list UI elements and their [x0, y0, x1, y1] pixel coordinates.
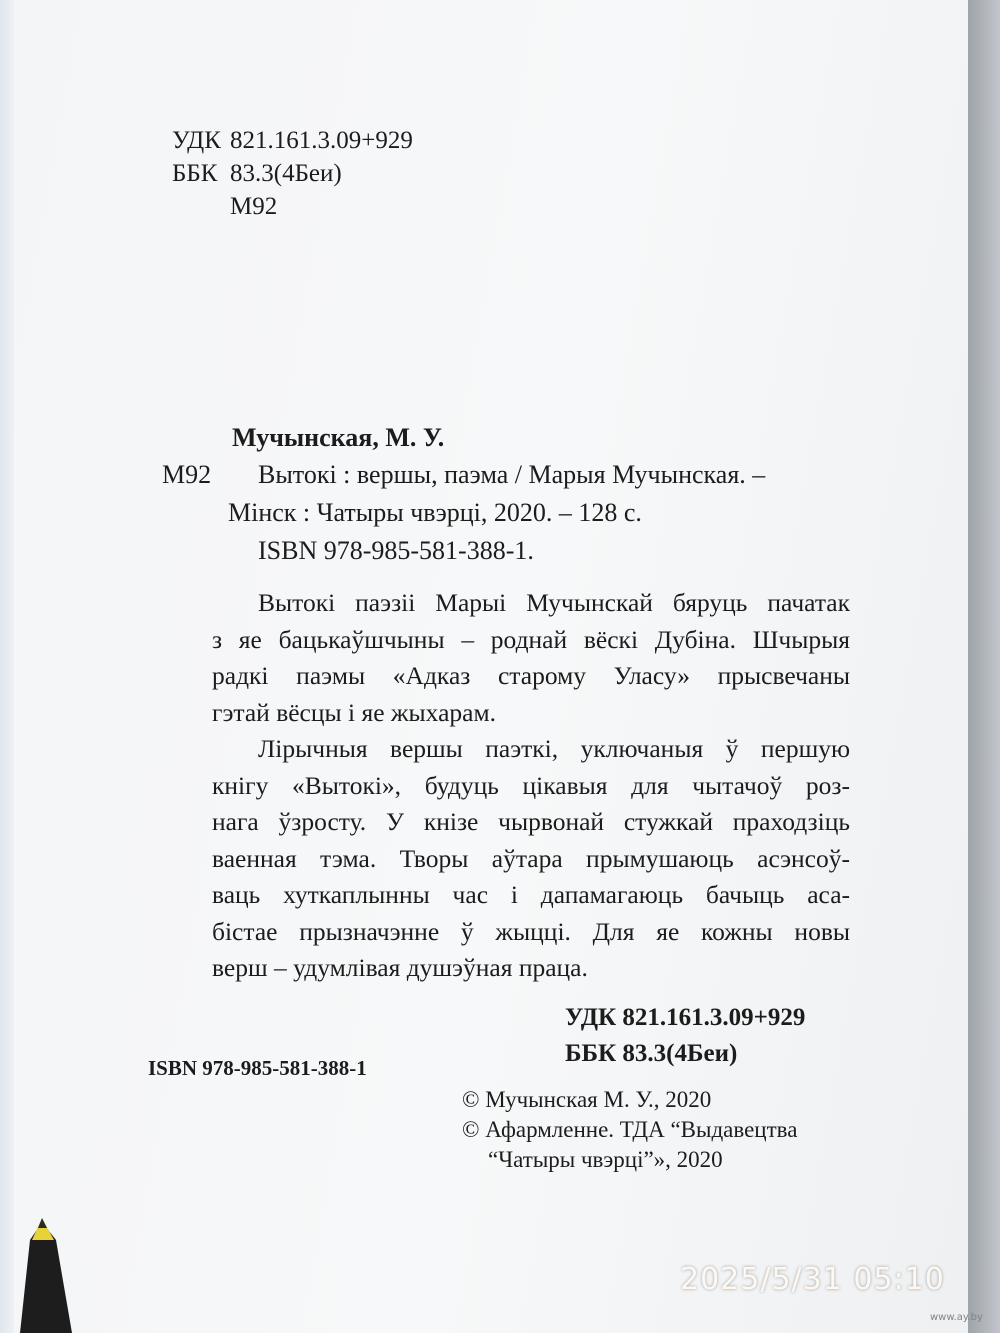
pencil-icon — [0, 1210, 90, 1333]
bbk-label: ББК — [172, 160, 218, 187]
udk-value: 821.161.3.09+929 — [230, 127, 413, 154]
annotation-line: кнігу «Вытокі», будуць цікавыя для чытачоў роз- — [212, 770, 850, 800]
annotation-line: верш – удумлівая душэўная праца. — [212, 953, 588, 982]
isbn-line: ISBN 978-985-581-388-1. — [258, 536, 534, 565]
title-line: Вытокі : вершы, паэма / Марыя Мучынская. – — [258, 460, 766, 489]
imprint-line: Мінск : Чатыры чвэрці, 2020. – 128 с. — [228, 498, 642, 527]
copyright-author: © Мучынская М. У., 2020 — [462, 1087, 712, 1112]
page-edge — [0, 0, 14, 1333]
copyright-design: © Афармленне. ТДА “Выдавецтва — [462, 1117, 798, 1142]
classification-codes-top — [172, 128, 413, 227]
annotation-line: ваць хуткаплынны час і дапамагаюць бачыць аса- — [212, 880, 850, 909]
author-mark-top: М92 — [230, 193, 278, 220]
photo-timestamp: 2025/5/31 05:10 — [680, 1262, 945, 1297]
copyright-publisher: “Чатыры чвэрці”», 2020 — [488, 1147, 723, 1172]
udk-code: УДК 821.161.3.09+929 — [565, 1004, 806, 1031]
bbk-code: ББК 83.3(4Беи) — [565, 1040, 738, 1067]
annotation-line: Лірычныя вершы паэткі, уключаныя ў першую — [258, 734, 850, 763]
annotation-line: бістае прызначэнне ў жыцці. Для яе кожны новы — [212, 916, 850, 946]
udk-label: УДК — [172, 127, 221, 154]
isbn-bottom: ISBN 978-985-581-388-1 — [148, 1056, 367, 1080]
site-watermark: www.ay.by — [930, 1312, 983, 1323]
copyright-block — [462, 1088, 797, 1178]
annotation — [212, 590, 850, 992]
classification-codes-bottom — [565, 1005, 805, 1077]
bbk-value: 83.3(4Беи) — [230, 160, 342, 187]
author-heading: Мучынская, М. У. — [232, 423, 445, 452]
annotation-line: радкі паэмы «Адказ старому Уласу» прысвечаны — [212, 661, 850, 690]
annotation-line: нага ўзросту. У кнізе чырвонай стужкай праходзіць — [212, 807, 850, 836]
author-mark: М92 — [162, 460, 212, 489]
annotation-line: Вытокі паэзіі Марыі Мучынскай бяруць пачатак — [258, 588, 850, 617]
annotation-line: гэтай вёсцы і яе жыхарам. — [212, 697, 496, 727]
annotation-line: з яе бацькаўшчыны – роднай вёскі Дубіна. Шчырыя — [212, 624, 850, 654]
page-stack-edge — [968, 0, 1000, 1333]
bibliographic-record — [162, 462, 765, 576]
annotation-line: ваенная тэма. Творы аўтара прымушаюць асэнсоў- — [212, 843, 850, 873]
